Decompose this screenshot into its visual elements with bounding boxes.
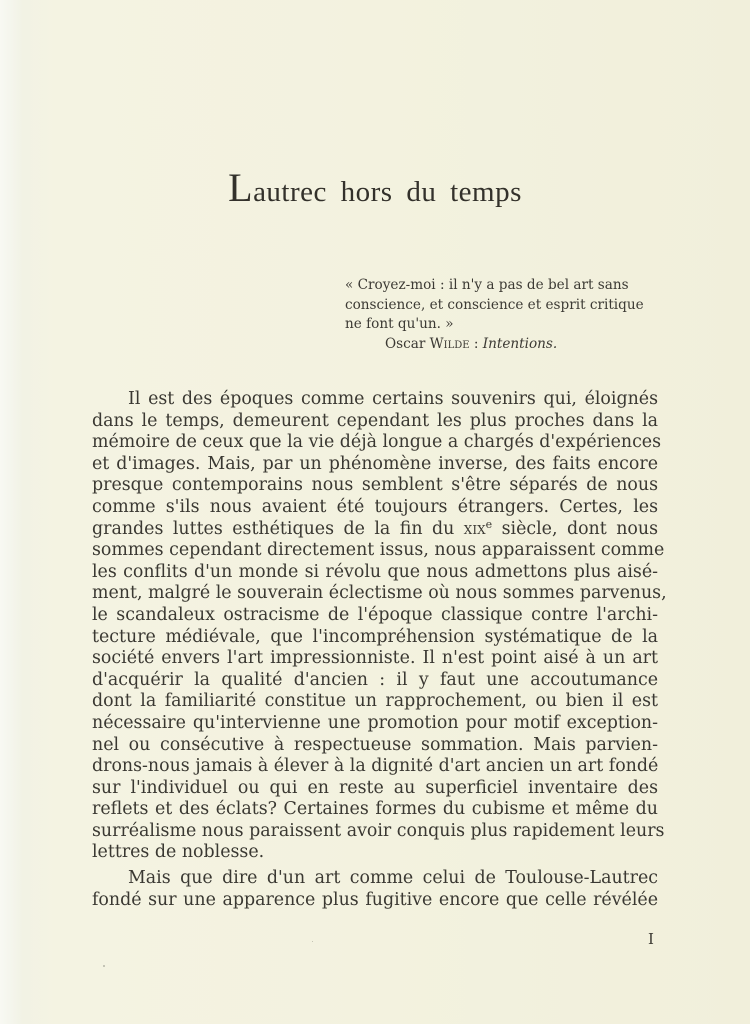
paragraph-2 [92, 868, 658, 911]
text-line: ment, malgré le souverain éclectisme où nous sommes parvenus, [92, 583, 667, 604]
work-title: Intentions. [482, 335, 558, 352]
title-text: autrec hors du temps [253, 176, 522, 208]
epigraph-line: conscience, et conscience et esprit critique [345, 296, 644, 313]
text-line: presque contemporains nous semblent s'être séparés de nous [92, 475, 658, 496]
text-line: Il est des époques comme certains souvenirs qui, éloignés [128, 389, 658, 409]
page-number: I [648, 930, 654, 948]
text-line: les conflits d'un monde si révolu que nous admettons plus aisé- [92, 561, 658, 582]
author-last-name: Wilde [429, 335, 470, 352]
paragraph-1 [92, 389, 667, 864]
text-line: comme s'ils nous avaient été toujours étrangers. Certes, les [92, 496, 658, 517]
text-line: société envers l'art impressionniste. Il n'est point aisé à un art [92, 648, 658, 669]
text-line: surréalisme nous paraissent avoir conquis plus rapidement leurs [92, 820, 665, 841]
text-line [92, 519, 658, 541]
text-line: sur l'individuel ou qui en reste au superficiel inventaire des [92, 777, 658, 798]
paper-speck [312, 941, 313, 942]
page-title [0, 165, 750, 210]
text-line: nel ou consécutive à respectueuse sommation. Mais parvien- [92, 734, 658, 755]
text-segment: grandes luttes esthétiques de la fin du [92, 518, 464, 539]
text-line: tecture médiévale, que l'incompréhension systématique de la [92, 626, 658, 647]
epigraph [345, 276, 665, 354]
text-line: mémoire de ceux que la vie déjà longue a chargés d'expériences [92, 432, 662, 453]
text-line: nécessaire qu'intervienne une promotion pour motif exception- [92, 712, 658, 733]
century-superscript: e [485, 517, 493, 531]
text-line: Mais que dire d'un art comme celui de Toulouse-Lautrec [128, 868, 658, 889]
paper-speck [103, 965, 105, 967]
epigraph-attribution [345, 335, 665, 355]
attribution-separator: : [469, 335, 483, 352]
text-line: d'acquérir la qualité d'ancien : il y faut une accoutumance [92, 669, 658, 690]
text-line: fondé sur une apparence plus fugitive encore que celle révélée [92, 889, 658, 910]
text-line: lettres de noblesse. [92, 842, 265, 863]
title-initial-letter: L [228, 165, 254, 210]
text-line: reflets et des éclats? Certaines formes du cubisme et même du [92, 799, 658, 820]
text-line: dans le temps, demeurent cependant les plus proches dans la [92, 410, 658, 431]
page-edge-shadow [0, 0, 22, 1024]
text-line: le scandaleux ostracisme de l'époque classique contre l'archi- [92, 604, 658, 625]
epigraph-line: « Croyez-moi : il n'y a pas de bel art sans [345, 277, 629, 293]
text-line: dont la familiarité constitue un rapprochement, ou bien il est [92, 691, 658, 712]
text-line: sommes cependant directement issus, nous apparaissent comme [92, 540, 665, 561]
text-segment: siècle, dont nous [492, 518, 658, 539]
epigraph-line: ne font qu'un. » [345, 316, 454, 332]
century-numeral: xix [463, 518, 486, 539]
author-first-name: Oscar [385, 335, 426, 352]
text-line: drons-nous jamais à élever à la dignité d'art ancien un art fondé [92, 756, 659, 777]
body-text [92, 389, 667, 911]
text-line: et d'images. Mais, par un phénomène inverse, des faits encore [92, 453, 658, 474]
